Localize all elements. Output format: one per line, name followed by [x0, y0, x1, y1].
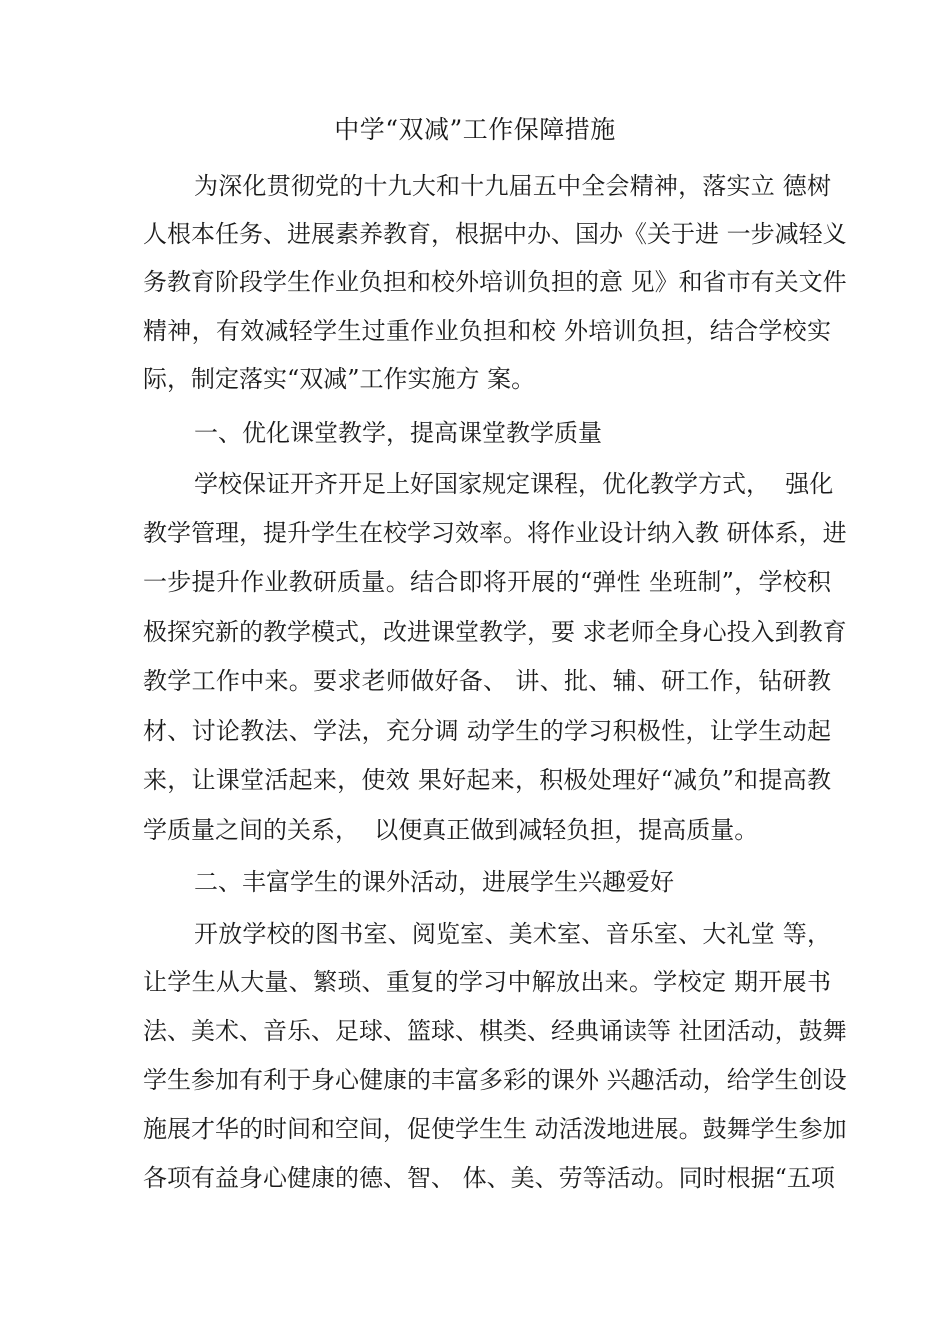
paragraph-2-line-1: 学校保证开齐开足上好国家规定课程，优化教学方式， 强化	[194, 470, 834, 498]
paragraph-2-line-7: 来，让课堂活起来，使效 果好起来，积极处理好“减负”和提高教	[143, 766, 831, 794]
section-heading-1: 一、优化课堂教学，提高课堂教学质量	[194, 419, 602, 447]
paragraph-1-line-1: 为深化贯彻党的十九大和十九届五中全会精神，落实立 德树	[194, 172, 831, 200]
paragraph-1-line-2: 人根本任务、进展素养教育，根据中办、国办《关于进 一步减轻义	[143, 220, 847, 248]
paragraph-3-line-1: 开放学校的图书室、阅览室、美术室、音乐室、大礼堂 等，	[194, 920, 831, 948]
paragraph-1-line-5: 际，制定落实“双减”工作实施方 案。	[143, 365, 536, 393]
paragraph-3-line-6: 各项有益身心健康的德、智、 体、美、劳等活动。同时根据“五项	[143, 1164, 835, 1192]
paragraph-2-line-8: 学质量之间的关系， 以便真正做到减轻负担，提高质量。	[143, 816, 759, 844]
paragraph-1-line-3: 务教育阶段学生作业负担和校外培训负担的意 见》和省市有关文件	[143, 268, 847, 296]
paragraph-3-line-5: 施展才华的时间和空间，促使学生生 动活泼地进展。鼓舞学生参加	[143, 1115, 847, 1143]
paragraph-1-line-4: 精神，有效减轻学生过重作业负担和校 外培训负担，结合学校实	[143, 317, 831, 345]
paragraph-2-line-4: 极探究新的教学模式，改进课堂教学，要 求老师全身心投入到教育	[143, 618, 847, 646]
paragraph-2-line-3: 一步提升作业教研质量。结合即将开展的“弹性 坐班制”，学校积	[143, 568, 831, 596]
paragraph-3-line-4: 学生参加有利于身心健康的丰富多彩的课外 兴趣活动，给学生创设	[143, 1066, 847, 1094]
paragraph-2-line-5: 教学工作中来。要求老师做好备、 讲、批、辅、研工作，钻研教	[143, 667, 831, 695]
paragraph-3-line-3: 法、美术、音乐、足球、篮球、棋类、经典诵读等 社团活动，鼓舞	[143, 1017, 847, 1045]
document-title: 中学“双减”工作保障措施	[334, 115, 616, 144]
paragraph-3-line-2: 让学生从大量、繁琐、重复的学习中解放出来。学校定 期开展书	[143, 968, 831, 996]
paragraph-2-line-6: 材、讨论教法、学法，充分调 动学生的学习积极性，让学生动起	[143, 717, 831, 745]
paragraph-2-line-2: 教学管理，提升学生在校学习效率。将作业设计纳入教 研体系，进	[143, 519, 847, 547]
section-heading-2: 二、丰富学生的课外活动，进展学生兴趣爱好	[194, 868, 674, 896]
